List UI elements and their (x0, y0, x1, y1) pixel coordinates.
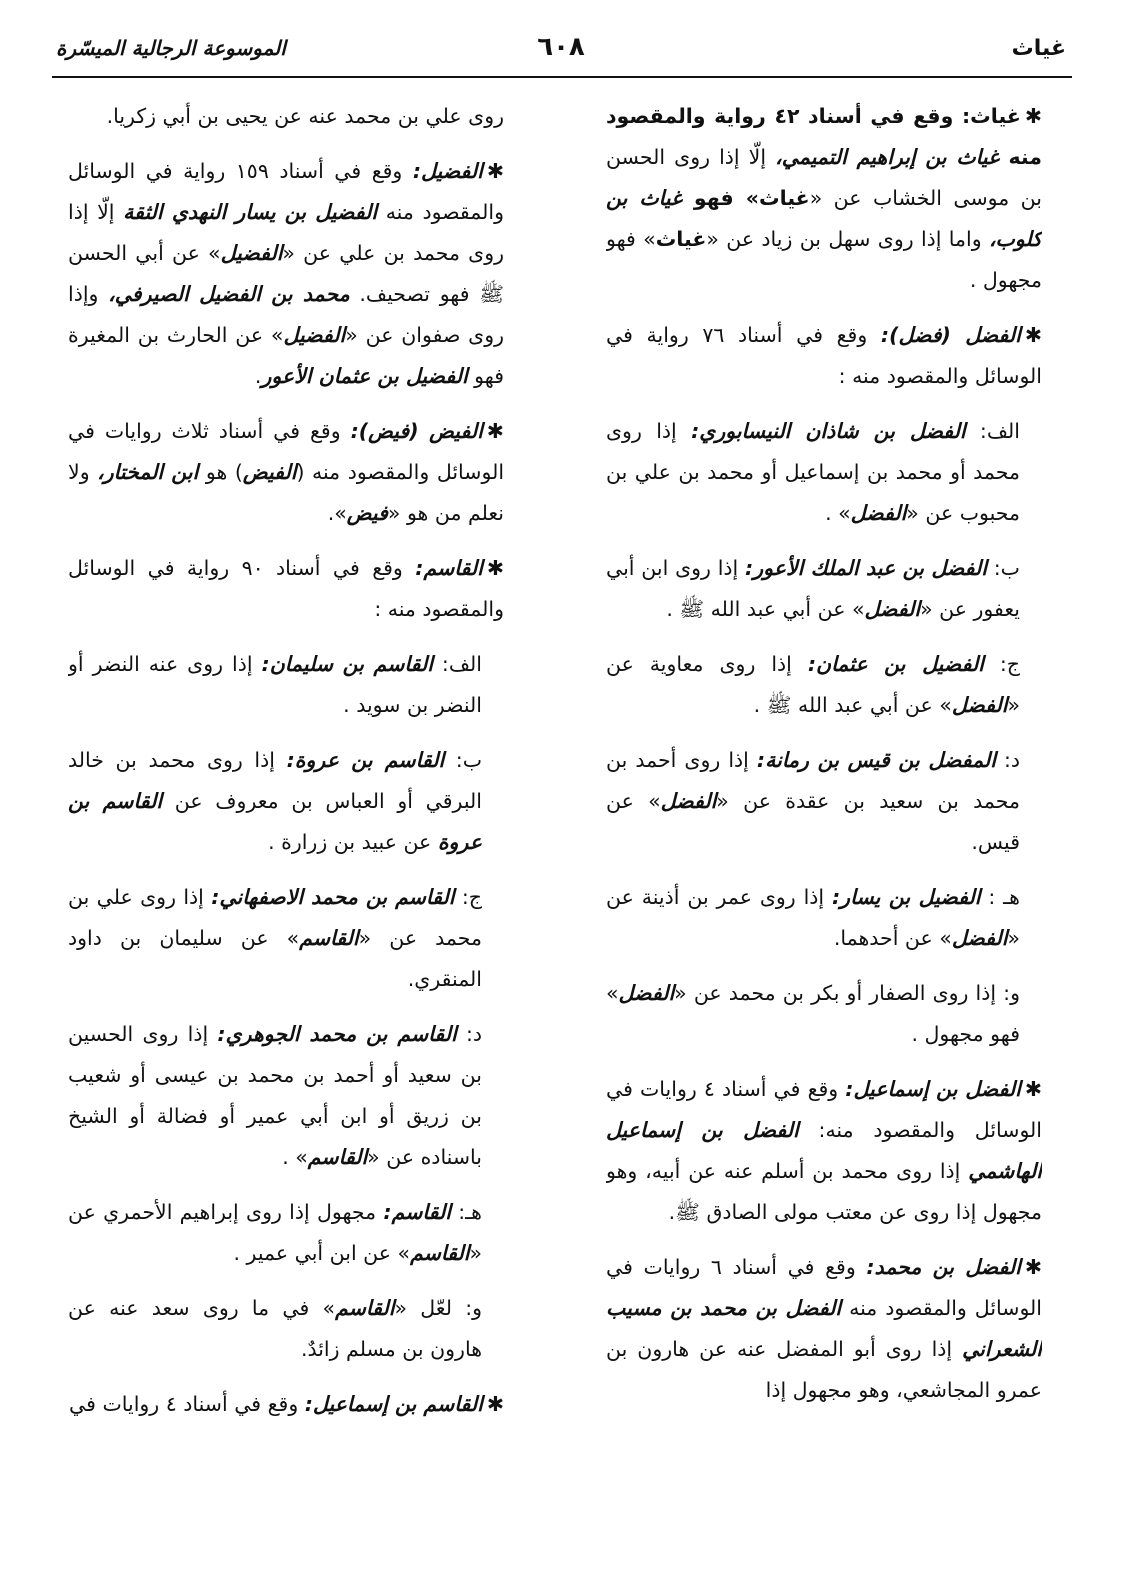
narrator-name: الفضل (951, 926, 1008, 950)
body-text: وإذا روى صفوان عن « (68, 282, 504, 347)
entry-paragraph (68, 548, 504, 630)
entry-bullet-icon: ✱ (486, 159, 504, 183)
entry-bullet-icon: ✱ (1024, 1255, 1042, 1279)
narrator-name: الفضيل بن يسار: (831, 885, 981, 909)
header-book-title: الموسوعة الرجالية الميسّرة (56, 36, 286, 60)
narrator-name: الفضل بن شاذان النيسابوري: (691, 419, 966, 443)
body-text: » عن سليمان بن داود المنقري. (68, 926, 482, 991)
body-text: إذا روى معاوية عن « (606, 652, 1020, 717)
sub-entry (68, 1192, 504, 1274)
body-text: و: إذا روى الصفار أو بكر بن محمد عن « (674, 981, 1020, 1005)
narrator-name: غياث بن إبراهيم التميمي، (775, 145, 999, 169)
entry-bullet-icon: ✱ (1024, 104, 1042, 128)
body-text: إلّا إذا روى محمد بن علي عن « (68, 200, 504, 265)
narrator-name: القاسم (335, 1296, 395, 1320)
body-text: » فهو مجهول . (606, 981, 1020, 1046)
narrator-name: القاسم: (383, 1200, 451, 1224)
header-divider (52, 76, 1072, 78)
narrator-name: القاسم بن عروة: (286, 748, 445, 772)
header-entry-title: غياث (1011, 36, 1066, 61)
narrator-name: محمد بن الفضيل الصيرفي، (108, 282, 350, 306)
bold-text: غياث (759, 186, 810, 210)
narrator-name: القاسم (410, 1241, 470, 1265)
narrator-name: الفضل (850, 501, 907, 525)
body-text: » عن الحارث بن المغيرة فهو (68, 323, 504, 388)
narrator-name: الفضيل بن عثمان: (807, 652, 984, 676)
narrator-name: الفضيل: (412, 159, 483, 183)
narrator-name: ابن المختار، (97, 460, 199, 484)
body-text: وقع في أسناد ٩٠ رواية في الوسائل والمقصود منه : (68, 556, 504, 621)
body-text: إذا روى أحمد بن محمد بن سعيد بن عقدة عن « (606, 748, 1020, 813)
narrator-name: القاسم بن محمد الجوهري: (217, 1022, 457, 1046)
body-text: د: (995, 748, 1020, 772)
body-text: ب: (444, 748, 482, 772)
entry-bullet-icon: ✱ (486, 556, 504, 580)
entry-paragraph (68, 411, 504, 534)
left-column (68, 96, 504, 1566)
bold-text: غياث (655, 227, 707, 251)
page-header (50, 26, 1072, 74)
narrator-name: الفضيل (283, 323, 346, 347)
body-text: الف: (965, 419, 1020, 443)
body-text: » عن أبي عبد الله ﷺ . (753, 693, 952, 717)
entry-paragraph (68, 151, 504, 397)
sub-entry (68, 1288, 504, 1370)
entry-paragraph (606, 315, 1042, 397)
body-text: » فهو مجهول . (606, 227, 1042, 292)
narrator-name: القاسم بن محمد الاصفهاني: (211, 885, 455, 909)
sub-entry (68, 644, 504, 726)
body-text: وقع في أسناد ١٥٩ رواية في الوسائل والمقصود منه (68, 159, 504, 224)
narrator-name: فيض (346, 501, 388, 525)
narrator-name: الفيض (242, 460, 297, 484)
narrator-name: الفضيل بن عثمان الأعور (261, 364, 468, 388)
bold-text: وقع في أسناد ٤٢ رواية والمقصود منه (606, 104, 1042, 169)
entry-paragraph (606, 1247, 1042, 1411)
entry-paragraph (606, 1069, 1042, 1233)
body-text: » عن ابن أبي عمير . (233, 1241, 411, 1265)
entry-bullet-icon: ✱ (1024, 323, 1042, 347)
body-text: ب: (986, 556, 1020, 580)
narrator-name: الفضيل (220, 241, 283, 265)
sub-entry (68, 740, 504, 863)
narrator-name: غياث بن كلوب، (606, 186, 1042, 251)
entry-bullet-icon: ✱ (1024, 1077, 1042, 1101)
body-text: » . (825, 501, 851, 525)
body-text: » عن قيس. (606, 789, 1020, 854)
continued-text (68, 96, 504, 137)
sub-entry (606, 740, 1042, 863)
narrator-name: المفضل بن قيس بن رمانة: (756, 748, 996, 772)
body-text: إذا روى أبو المفضل عنه عن هارون بن عمرو المجاشعي، وهو مجهول إذا (606, 1337, 1042, 1402)
sub-entry (606, 644, 1042, 726)
body-text: » عن أبي الحسن ﷺ فهو تصحيف. (68, 241, 504, 306)
body-text: ج: (454, 885, 482, 909)
narrator-name: القاسم (307, 1145, 368, 1169)
body-text: إذا روى محمد أو محمد بن إسماعيل أو محمد بن علي بن محبوب عن « (606, 419, 1020, 525)
body-text: . (254, 364, 262, 388)
sub-entry (68, 877, 504, 1000)
right-column (606, 96, 1042, 1566)
body-text: وقع في أسناد ٦ روايات في الوسائل والمقصود منه (606, 1255, 1042, 1320)
body-text: ) هو (198, 460, 243, 484)
narrator-name: الفضل (فضل): (880, 323, 1021, 347)
body-text: و: لعّل « (394, 1296, 482, 1320)
narrator-name: القاسم بن عروة (68, 789, 482, 854)
narrator-name: القاسم (299, 926, 359, 950)
body-text: هـ: (450, 1200, 482, 1224)
body-text: إذا روى الحسين بن سعيد أو أحمد بن محمد بن عيسى أو شعيب بن زريق أو ابن أبي عمير أو فضالة أو الشيخ باسناده عن « (68, 1022, 482, 1169)
entry-paragraph (606, 96, 1042, 301)
body-text: إلّا إذا روى الحسن بن موسى الخشاب عن « (606, 145, 1042, 210)
body-text: عن عبيد بن زرارة . (268, 830, 438, 854)
body-text: إذا روى محمد بن خالد البرقي أو العباس بن معروف عن (68, 748, 482, 813)
narrator-name: الفضل بن محمد بن مسيب الشعراني (606, 1296, 1042, 1361)
body-text: وقع في أسناد ثلاث روايات في الوسائل والمقصود منه ( (68, 419, 504, 484)
body-text: ولا نعلم من هو « (68, 460, 504, 525)
narrator-name: الفضل (618, 981, 675, 1005)
narrator-name: الفضل بن محمد: (866, 1255, 1021, 1279)
sub-entry (68, 1014, 504, 1178)
body-text: ج: (983, 652, 1021, 676)
narrator-name: الفضل (864, 597, 921, 621)
body-text: » . (282, 1145, 308, 1169)
body-text: مجهول إذا روى إبراهيم الأحمري عن « (68, 1200, 482, 1265)
narrator-name: القاسم: (415, 556, 483, 580)
narrator-name: الفضل (660, 789, 717, 813)
body-text: إذا روى عنه النضر أو النضر بن سويد . (68, 652, 482, 717)
body-text: وقع في أسناد ٧٦ رواية في الوسائل والمقصود منه : (606, 323, 1042, 388)
narrator-name: الفيض (فيض): (350, 419, 483, 443)
body-text: إذا روى عمر بن أذينة عن « (606, 885, 1020, 950)
body-text: إذا روى محمد بن أسلم عنه عن أبيه، وهو مجهول إذا روى عن معتب مولى الصادق ﷺ. (606, 1159, 1042, 1224)
body-text: » عن أبي عبد الله ﷺ . (666, 597, 865, 621)
narrator-name: الفضل بن إسماعيل الهاشمي (606, 1118, 1042, 1183)
body-text: وقع في أسناد ٤ روايات في الوسائل والمقصود منه: (606, 1077, 1042, 1142)
entry-paragraph (68, 1384, 504, 1425)
body-text: وقع في أسناد ٤ روايات في (69, 1392, 305, 1416)
body-text: د: (456, 1022, 482, 1046)
entry-bullet-icon: ✱ (486, 419, 504, 443)
body-text: إذا روى ابن أبي يعفور عن « (606, 556, 1020, 621)
sub-entry (606, 877, 1042, 959)
body-text: واما إذا روى سهل بن زياد عن « (706, 227, 989, 251)
narrator-name: الفضيل بن يسار النهدي الثقة (123, 200, 378, 224)
page-number: ٦٠٨ (537, 32, 585, 62)
sub-entry (606, 973, 1042, 1055)
body-text: الف: (432, 652, 482, 676)
sub-entry (606, 548, 1042, 630)
narrator-name: الفضل بن عبد الملك الأعور: (745, 556, 987, 580)
body-text: روى علي بن محمد عنه عن يحيى بن أبي زكريا. (106, 104, 504, 128)
entry-bullet-icon: ✱ (486, 1392, 504, 1416)
sub-entry (606, 411, 1042, 534)
bold-text: غياث: (961, 104, 1021, 128)
narrator-name: الفضل (951, 693, 1008, 717)
body-text: » عن أحدهما. (833, 926, 952, 950)
body-text: إذا روى علي بن محمد عن « (68, 885, 482, 950)
narrator-name: القاسم بن سليمان: (261, 652, 433, 676)
narrator-name: الفضل بن إسماعيل: (845, 1077, 1021, 1101)
bold-text: » فهو (681, 186, 760, 210)
narrator-name: القاسم بن إسماعيل: (304, 1392, 483, 1416)
body-text: هـ : (980, 885, 1020, 909)
body-text: » في ما روى سعد عنه عن هارون بن مسلم زائدٌ. (68, 1296, 482, 1361)
body-text: ». (327, 501, 347, 525)
